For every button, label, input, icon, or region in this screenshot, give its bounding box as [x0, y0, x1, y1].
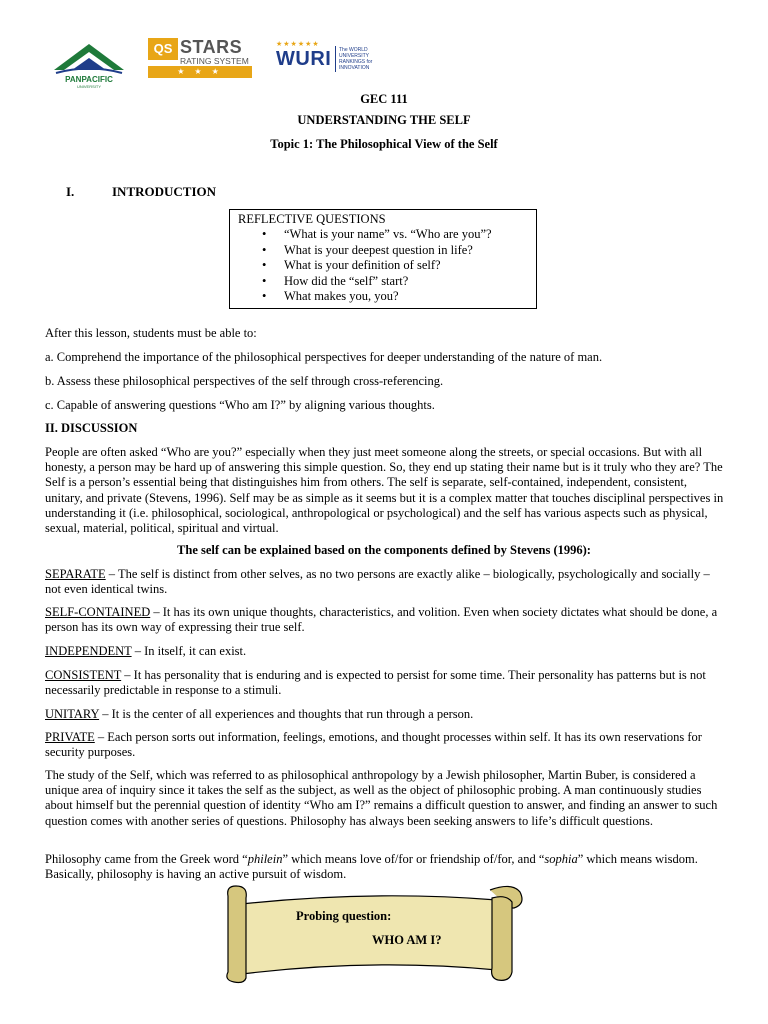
reflective-questions-title: REFLECTIVE QUESTIONS: [238, 212, 386, 226]
svg-text:UNIVERSITY: UNIVERSITY: [76, 84, 102, 89]
component-term: SEPARATE: [45, 567, 106, 581]
wuri-description: The WORLD UNIVERSITY RANKINGS for INNOVATION: [339, 47, 373, 71]
qs-star-bar: ★ ★ ★: [148, 66, 252, 78]
section-number: I.: [66, 184, 75, 199]
discussion-paragraph-1: People are often asked “Who are you?” especially when they just meet someone along the streets, or special occasions. But with all honesty, a person may be hard up of answering this simple question. So, they end up stating their name but is it truly who they are? The Self is a person’s essential being that distinguishes him from others. The self is separate, self-contained, independent, consistent, unitary, and private (Stevens, 1996). Self may be as simple as it seems but it is a complex matter that touches disciplinal perspectives in understanding it (i.e. philosophical, sociological, anthropological or psychological) and the self has various aspects such as physical, sexual, material, political, spiritual and virtual.: [45, 445, 724, 536]
component-unitary: [45, 707, 725, 722]
section-title-discussion: II. DISCUSSION: [45, 421, 138, 435]
component-term: SELF-CONTAINED: [45, 605, 151, 619]
qs-title: STARS: [180, 37, 243, 57]
probing-question-scroll: [222, 882, 528, 984]
probing-question-label: Probing question:: [296, 909, 392, 923]
component-private: [45, 730, 725, 760]
course-title: UNDERSTANDING THE SELF: [297, 113, 471, 127]
qs-stars-logo: [148, 38, 256, 80]
paragraph-text: ” which means love of/for or friendship of/for, and “: [282, 852, 545, 866]
reflective-question-item: • What is your definition of self?: [284, 258, 528, 273]
reflective-question-item: • How did the “self” start?: [284, 274, 528, 289]
paragraph-text: Philosophy came from the Greek word “: [45, 852, 248, 866]
wuri-stars: ★★★★★★: [276, 40, 320, 48]
qs-tagline: RATING SYSTEM: [180, 56, 249, 66]
component-term: UNITARY: [45, 707, 100, 721]
component-independent: [45, 644, 725, 659]
qs-badge: QS: [148, 38, 178, 60]
topic-title: Topic 1: The Philosophical View of the Self: [270, 137, 498, 151]
discussion-paragraph-2: The study of the Self, which was referred to as philosophical anthropology by a Jewish philosopher, Martin Buber, is considered a unique area of inquiry since it takes the self as the subject, as well as the object of philosophic probing. A man continuously studies about himself but the perennial question of identity “Who am I?” remains a difficult question to answer, and finding an answer to such question comes with another series of questions. Philosophy has always been seeking answers to life’s difficult questions.: [45, 768, 718, 828]
component-text: – In itself, it can exist.: [131, 644, 247, 658]
component-separate: [45, 567, 725, 597]
objective-a: a. Comprehend the importance of the philosophical perspectives for deeper understanding of the nature of man.: [45, 350, 603, 364]
component-term: CONSISTENT: [45, 668, 122, 682]
component-text: – It has its own unique thoughts, characteristics, and volition. Even when society dictates what should be done, a person has its own way of expressing their true self.: [45, 605, 718, 635]
greek-word-philein: philein: [247, 852, 283, 866]
wuri-divider: [335, 46, 336, 72]
discussion-paragraph-3: [45, 852, 725, 882]
component-text: – Each person sorts out information, feelings, emotions, and thought processes within self. It has its own reservations for security purposes.: [45, 730, 702, 760]
component-text: – It has personality that is enduring and is expected to persist for some time. Their personality has patterns but is not necessarily predictable in response to a stimuli.: [45, 668, 706, 698]
wuri-title: WURI: [276, 48, 332, 70]
objective-b: b. Assess these philosophical perspectives of the self through cross-referencing.: [45, 374, 444, 388]
components-heading: The self can be explained based on the components defined by Stevens (1996):: [177, 543, 591, 557]
reflective-question-item: • What is your deepest question in life?: [284, 243, 528, 258]
reflective-question-item: • What makes you, you?: [284, 289, 528, 304]
component-term: INDEPENDENT: [45, 644, 132, 658]
component-consistent: [45, 668, 725, 698]
probing-question-text: WHO AM I?: [372, 933, 442, 947]
objective-c: c. Capable of answering questions “Who am I?” by aligning various thoughts.: [45, 398, 435, 412]
component-self-contained: [45, 605, 725, 635]
section-title-introduction: INTRODUCTION: [112, 184, 217, 199]
paragraph-text: ” which means wisdom. Basically, philosophy is having an active pursuit of wisdom.: [45, 852, 698, 882]
component-text: – The self is distinct from other selves, as no two persons are exactly alike – biologically, psychologically and socially – not even identical twins.: [45, 567, 710, 597]
svg-text:PANPACIFIC: PANPACIFIC: [65, 75, 113, 84]
objectives-intro: After this lesson, students must be able to:: [45, 326, 257, 340]
reflective-questions-box: [229, 209, 537, 309]
reflective-questions-list: [238, 227, 528, 304]
course-code: GEC 111: [360, 92, 408, 106]
reflective-question-item: • “What is your name” vs. “Who are you”?: [284, 227, 528, 242]
greek-word-sophia: sophia: [544, 852, 578, 866]
wuri-logo: [272, 40, 382, 76]
component-text: – It is the center of all experiences and thoughts that run through a person.: [99, 707, 474, 721]
component-term: PRIVATE: [45, 730, 95, 744]
panpacific-logo: [48, 40, 130, 90]
